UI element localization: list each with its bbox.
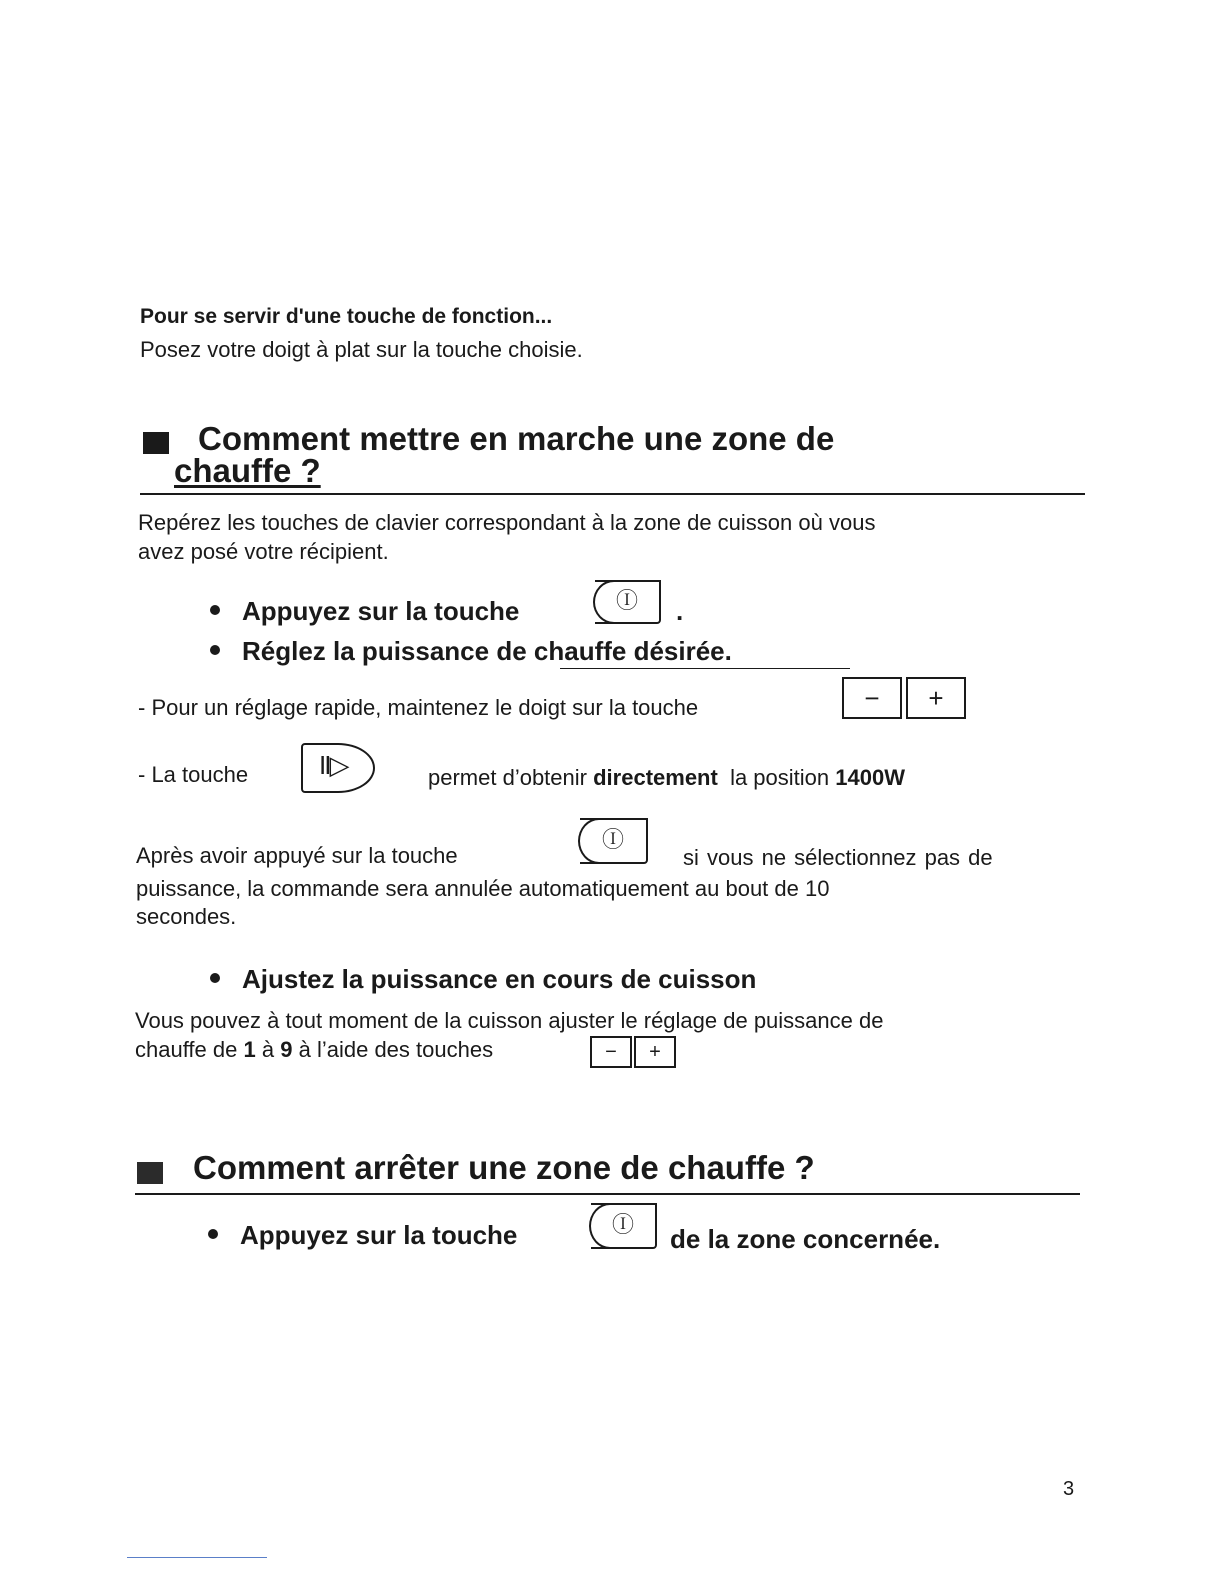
- intro-text: Posez votre doigt à plat sur la touche choisie.: [140, 337, 583, 362]
- section2-rule: [135, 1193, 1080, 1195]
- page-number: 3: [1063, 1478, 1075, 1500]
- section1-rule: [140, 493, 1085, 495]
- bullet-dot: [210, 645, 220, 655]
- after-press-line3: secondes.: [136, 904, 237, 929]
- section1-title-line1: Comment mettre en marche une zone de: [198, 420, 835, 457]
- adjust-line1: Vous pouvez à tout moment de la cuisson ajuster le réglage de puissance de: [135, 1008, 884, 1033]
- bullet-set-power-underline: [560, 668, 850, 669]
- plus-key-icon: +: [634, 1036, 676, 1068]
- bottom-edge-line: [127, 1557, 267, 1558]
- power-key-icon: [591, 1203, 657, 1249]
- power-key-icon: [580, 818, 648, 864]
- direct-key-description: permet d’obtenir directement la position 1400W: [428, 765, 905, 790]
- section2-title: Comment arrêter une zone de chauffe ?: [193, 1149, 815, 1186]
- bullet-press-key-text: Appuyez sur la touche: [242, 596, 520, 626]
- bullet-adjust-power: [210, 964, 756, 995]
- bullet-press-key-period: .: [676, 596, 684, 626]
- adjust-line2: chauffe de 1 à 9 à l’aide des touches: [135, 1037, 494, 1062]
- section-bullet-square: [137, 1162, 163, 1184]
- direct-power-key-icon: [301, 743, 375, 793]
- after-press-line1-a: Après avoir appuyé sur la touche: [136, 843, 458, 868]
- power-symbol: Ⓘ: [615, 587, 638, 613]
- power-symbol: Ⓘ: [601, 826, 624, 852]
- after-press-line2: puissance, la commande sera annulée automatiquement au bout de 10: [136, 876, 830, 901]
- bullet-adjust-power-text: Ajustez la puissance en cours de cuisson: [242, 964, 757, 994]
- bullet-set-power: [210, 636, 732, 667]
- bullet-stop-zone: [208, 1220, 517, 1251]
- direct-bold-text: directement: [593, 765, 718, 790]
- intro-title: Pour se servir d'une touche de fonction...: [140, 305, 553, 328]
- bullet-dot: [210, 973, 220, 983]
- direct-power-symbol: II▷: [319, 750, 348, 780]
- adjust-min-level: 1: [243, 1037, 256, 1062]
- power-symbol: Ⓘ: [611, 1211, 634, 1237]
- direct-key-prefix: - La touche: [138, 762, 249, 787]
- adjust-max-level: 9: [280, 1037, 293, 1062]
- bullet-dot: [210, 605, 220, 615]
- minus-plus-keys-icon: [842, 677, 966, 719]
- bullet-stop-zone-text: Appuyez sur la touche: [240, 1220, 518, 1250]
- bullet-press-key: [210, 596, 519, 627]
- section1-title-line2: chauffe ?: [174, 452, 321, 489]
- bullet-stop-zone-end: de la zone concernée.: [670, 1224, 941, 1254]
- after-press-line1-b: si vous ne sélectionnez pas de: [683, 845, 993, 870]
- bullet-dot: [208, 1229, 218, 1239]
- plus-key-icon: +: [906, 677, 966, 719]
- quick-setting-text: - Pour un réglage rapide, maintenez le doigt sur la touche: [138, 695, 699, 720]
- minus-key-icon: −: [590, 1036, 632, 1068]
- section1-paragraph-line2: avez posé votre récipient.: [138, 539, 389, 564]
- section1-paragraph-line1: Repérez les touches de clavier correspondant à la zone de cuisson où vous: [138, 510, 876, 535]
- bullet-set-power-text: Réglez la puissance de chauffe désirée.: [242, 636, 732, 666]
- section-bullet-square: [143, 432, 169, 454]
- minus-key-icon: −: [842, 677, 902, 719]
- direct-power-value: 1400W: [835, 765, 905, 790]
- minus-plus-keys-small-icon: [590, 1036, 676, 1068]
- power-key-icon: [595, 580, 661, 624]
